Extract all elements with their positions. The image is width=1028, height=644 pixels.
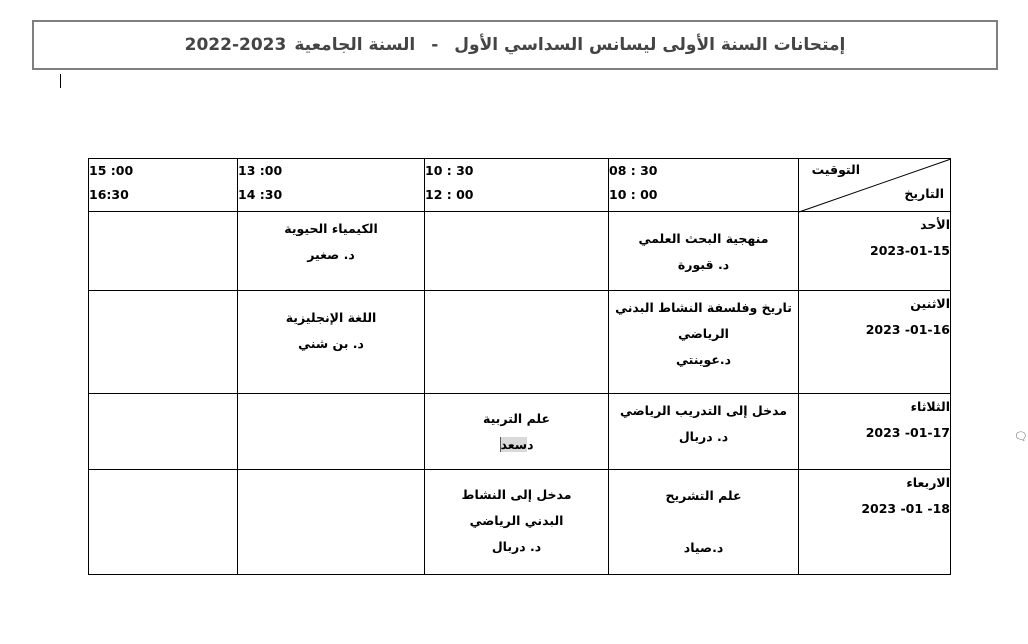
exam-subject: علم التربية [482, 411, 551, 426]
time-slot-2 [425, 159, 609, 212]
time-slot-start: 10 : 30 [425, 163, 474, 178]
title-year-label: السنة الجامعية [294, 35, 416, 55]
time-slot-1 [609, 159, 799, 212]
exam-cell[interactable] [238, 291, 425, 394]
exam-professor: د.صياد [683, 540, 724, 555]
day-name: الاربعاء [906, 475, 950, 490]
day-name: الأحد [920, 217, 950, 232]
day-cell [799, 470, 951, 575]
exam-professor: د.عوينتي [675, 352, 732, 367]
exam-cell[interactable] [425, 470, 609, 575]
day-date: 2023 -01-17 [865, 425, 950, 440]
exam-subject: منهجية البحث العلمي [638, 231, 769, 246]
table-row-wednesday [89, 470, 951, 575]
exam-cell[interactable] [238, 212, 425, 291]
title-main: إمتحانات السنة الأولى ليسانس السداسي الأول [454, 35, 846, 55]
table-row-tuesday [89, 394, 951, 470]
title-separator: - [431, 35, 439, 55]
exam-professor [500, 432, 534, 458]
exam-cell-empty[interactable] [238, 470, 425, 575]
exam-subject: اللغة الإنجليزية [285, 310, 377, 325]
time-slot-end: 16:30 [89, 187, 129, 202]
table-row-monday [89, 291, 951, 394]
time-slot-end: 10 : 00 [609, 187, 658, 202]
exam-cell[interactable] [425, 394, 609, 470]
exam-cell[interactable] [609, 470, 799, 575]
time-slot-start: 13 :00 [238, 163, 283, 178]
day-cell [799, 212, 951, 291]
day-name: الاثنين [910, 296, 950, 311]
exam-subject: الكيمياء الحيوية [284, 221, 378, 236]
day-cell [799, 291, 951, 394]
day-date: 2023-01-15 [870, 243, 950, 258]
day-date: 2023 -01 -18 [861, 501, 950, 516]
exam-cell-empty[interactable] [89, 470, 238, 575]
time-slot-4 [89, 159, 238, 212]
exam-schedule-table [88, 158, 951, 575]
exam-professor-prefix: د [527, 437, 534, 452]
exam-professor: د. دربال [678, 429, 729, 444]
comment-icon[interactable]: 🗨 [1014, 430, 1028, 443]
exam-professor: د. دربال [491, 539, 542, 554]
exam-subject-cont: الرياضي [678, 326, 729, 341]
exam-subject: تاريخ وفلسفة النشاط البدني [615, 300, 792, 315]
exam-cell[interactable] [609, 291, 799, 394]
time-label: التوقيت [811, 162, 860, 177]
exam-cell-empty[interactable] [425, 212, 609, 291]
title-box [32, 20, 998, 70]
exam-cell-empty[interactable] [89, 291, 238, 394]
time-slot-end: 14 :30 [238, 187, 283, 202]
exam-cell-empty[interactable] [425, 291, 609, 394]
title-year: 2022-2023 [184, 35, 287, 55]
time-slot-end: 12 : 00 [425, 187, 474, 202]
corner-cell [799, 159, 951, 212]
time-slot-start: 08 : 30 [609, 163, 658, 178]
date-label: التاريخ [904, 186, 944, 201]
exam-subject-cont: البدني الرياضي [469, 513, 564, 528]
exam-cell[interactable] [609, 212, 799, 291]
exam-subject: علم التشريح [665, 488, 742, 503]
exam-professor: د. صغير [307, 247, 355, 262]
highlighted-text[interactable]: سعد [500, 437, 528, 452]
day-cell [799, 394, 951, 470]
exam-subject: مدخل إلى النشاط [461, 487, 572, 502]
day-date: 2023 -01-16 [865, 322, 950, 337]
exam-professor: د. قبورة [677, 257, 730, 272]
time-slot-3 [238, 159, 425, 212]
exam-subject: مدخل إلى التدريب الرياضي [619, 403, 788, 418]
exam-cell-empty[interactable] [238, 394, 425, 470]
exam-cell-empty[interactable] [89, 394, 238, 470]
time-slot-start: 15 :00 [89, 163, 134, 178]
table-row-sunday [89, 212, 951, 291]
exam-cell[interactable] [609, 394, 799, 470]
day-name: الثلاثاء [910, 399, 950, 414]
exam-cell-empty[interactable] [89, 212, 238, 291]
header-row [89, 159, 951, 212]
text-cursor [60, 74, 61, 88]
exam-professor: د. بن شني [298, 336, 364, 351]
